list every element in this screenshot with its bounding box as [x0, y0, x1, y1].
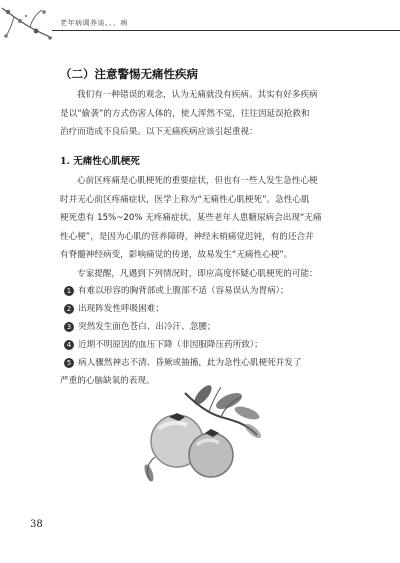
- body-line: 时并无心前区疼痛症状，医学上称为“无痛性心肌梗死”。急性心肌: [60, 194, 310, 205]
- list-item: 5 病人骤然神志不清、昏厥或抽搐，此为急性心肌梗死并发了: [64, 354, 360, 373]
- number-badge: 2: [64, 304, 74, 314]
- intro-line: 是以“偷袭”的方式伤害人体的，使人浑然不觉，往往因延误抢救和: [60, 108, 310, 119]
- body-line: 有脊髓神经病变，影响痛觉的传递，故易发生“无痛性心梗”。: [60, 250, 293, 260]
- number-badge: 4: [64, 340, 74, 350]
- plum-branch-icon: [0, 0, 60, 60]
- page-number: 38: [30, 519, 43, 530]
- list-item: 1 有难以形容的胸背部或上腹部不适（容易误认为胃病）；: [64, 282, 360, 301]
- tip-line: 专家提醒，凡遇到下列情况时，即应高度怀疑心肌梗死的可能：: [77, 268, 318, 279]
- body-paragraph: [60, 172, 360, 283]
- list-item: 4 近期不明原因的血压下降（非因服降压药所致）；: [64, 336, 360, 355]
- subsection-title: 1. 无痛性心肌梗死: [60, 156, 140, 167]
- body-line: 心前区疼痛是心肌梗死的重要症状，但也有一些人发生急性心梗: [77, 176, 318, 186]
- header-rule: [52, 30, 400, 31]
- ink-persimmon-fruit-illustration: [125, 383, 265, 493]
- number-badge: 3: [64, 322, 74, 332]
- body-line: 性心梗”，是因为心肌的营养障碍，神经末梢痛觉迟钝，有的还合并: [60, 231, 314, 242]
- intro-line: 治疗而造成不良后果。以下无痛疾病应该引起重视：: [60, 127, 258, 137]
- number-badge: 1: [64, 286, 74, 296]
- number-badge: 5: [64, 358, 74, 368]
- list-item-continuation: 严重的心脑缺氧的表现。: [60, 376, 155, 386]
- intro-line: 我们有一种错误的观念，认为无痛就没有疾病。其实有好多疾病: [77, 90, 318, 100]
- section-title: （二）注意警惕无痛性疾病: [60, 67, 198, 81]
- intro-paragraph: [60, 86, 360, 142]
- list-item: 3 突然发生面色苍白、出冷汗、忽腰；: [64, 318, 360, 337]
- list-item: 2 出现阵发性呼吸困难；: [64, 300, 360, 319]
- body-line: 梗死患有 15%~20% 无疼痛症状。某些老年人患糖尿病会出现“无痛: [60, 213, 322, 223]
- running-head: 老年病调养谈、、、病: [60, 19, 128, 27]
